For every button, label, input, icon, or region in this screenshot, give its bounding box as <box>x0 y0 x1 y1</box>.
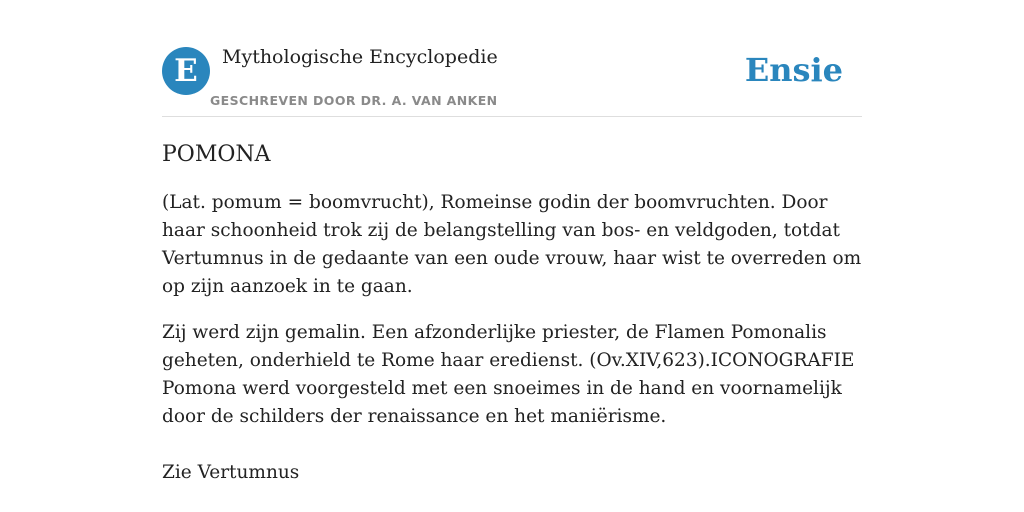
entry-title: POMONA <box>162 142 271 167</box>
entry-paragraph: (Lat. pomum = boomvrucht), Romeinse godin der boomvruchten. Door haar schoonheid trok zij de belangstelling van bos- en veldgoden, totdat Vertumnus in de gedaante van een oude vrouw, haar wist te overreden om op zijn aanzoek in te gaan. <box>162 192 862 297</box>
encyclopedia-logo-icon[interactable]: E <box>162 47 210 95</box>
see-also-text: Zie Vertumnus <box>162 462 300 483</box>
entry-content <box>162 140 867 487</box>
header <box>162 44 862 117</box>
ensie-brand-logo[interactable]: Ensie <box>744 51 843 89</box>
author-line: GESCHREVEN DOOR DR. A. VAN ANKEN <box>210 93 498 108</box>
source-title[interactable]: Mythologische Encyclopedie <box>222 46 498 68</box>
entry-paragraph: Zij werd zijn gemalin. Een afzonderlijke priester, de Flamen Pomonalis geheten, onderhield te Rome haar eredienst. (Ov.XIV,623).ICONOGRAFIE Pomona werd voorgesteld met een snoeimes in de hand en voornamelijk door de schilders der renaissance en het maniërisme. <box>162 322 855 427</box>
